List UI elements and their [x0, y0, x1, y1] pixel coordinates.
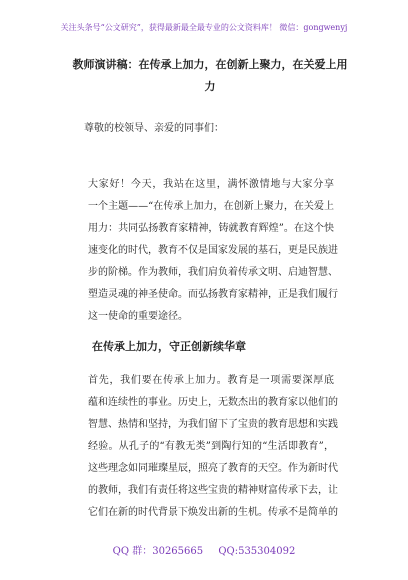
paragraph-line: 这些理念如同璀璨星辰，照亮了教育的天空。作为新时代 [88, 463, 338, 474]
paragraph-line: 蕴和连续性的事业。历史上，无数杰出的教育家以他们的 [88, 397, 338, 408]
paragraph-line: 首先，我们要在传承上加力。教育是一项需要深厚底 [88, 375, 334, 386]
greeting: 尊敬的校领导、亲爱的同事们： [84, 123, 224, 134]
footer-qq: QQ:535304092 [218, 546, 296, 557]
paragraph-line: 经验。从孔子的“有教无类”到陶行知的“生活即教育”， [88, 441, 334, 452]
footer-qq-group: QQ 群：30265665 [112, 546, 204, 557]
paragraph-line: 一个主题——“在传承上加力，在创新上聚力，在关爱上 [88, 201, 334, 212]
paragraph-2 [88, 370, 338, 524]
document-title-line-1: 教师演讲稿：在传承上加力，在创新上聚力，在关爱上用 [72, 58, 348, 71]
header-note: 关注头条号“公文研究”，获得最新最全最专业的公文资料库！ 微信：gongwenyj [60, 23, 348, 32]
paragraph-line: 塑造灵魂的神圣使命。而弘扬教育家精神，正是我们履行 [88, 289, 338, 300]
paragraph-line: 大家好！今天，我站在这里，满怀激情地与大家分享 [88, 179, 334, 190]
paragraph-line: 智慧、热情和坚持，为我们留下了宝贵的教育思想和实践 [88, 419, 338, 430]
paragraph-line: 它们在新的时代背景下焕发出新的生机。传承不是简单的 [88, 507, 338, 518]
paragraph-line: 用力：共同弘扬教育家精神，铸就教育辉煌”。在这个快 [88, 223, 334, 234]
section-heading: 在传承上加力，守正创新续华章 [92, 340, 246, 353]
paragraph-line: 这一使命的重要途径。 [88, 311, 188, 322]
document-title-line-2: 力 [204, 80, 216, 93]
paragraph-1 [88, 174, 338, 328]
paragraph-line: 的教师，我们有责任将这些宝贵的精神财富传承下去，让 [88, 485, 338, 496]
footer [0, 542, 408, 557]
paragraph-line: 步的阶梯。作为教师，我们肩负着传承文明、启迪智慧、 [88, 267, 338, 278]
paragraph-line: 速变化的时代，教育不仅是国家发展的基石，更是民族进 [88, 245, 338, 256]
